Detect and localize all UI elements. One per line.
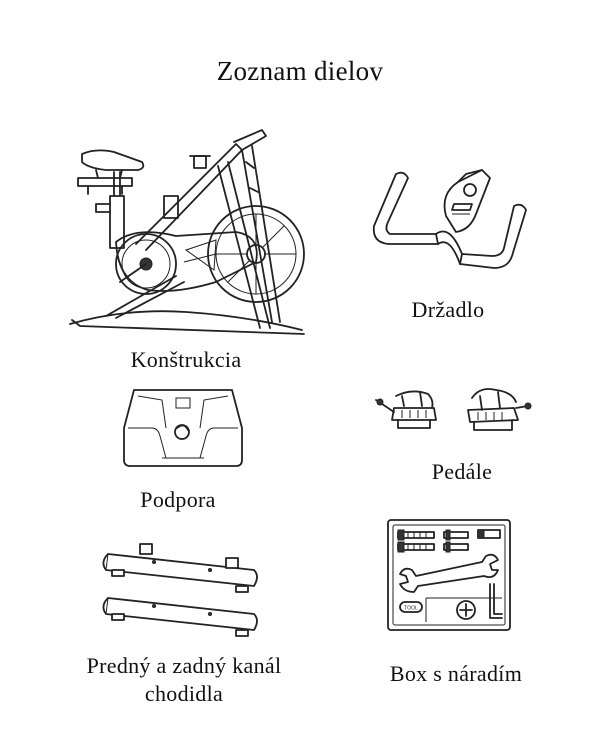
toolbox-sticker-text: TOOL	[404, 605, 418, 612]
frame-label: Konštrukcia	[130, 347, 242, 372]
handlebar-illustration	[366, 164, 542, 272]
pedals-illustration	[372, 386, 532, 438]
handlebar-label: Držadlo	[411, 297, 485, 322]
toolbox-illustration	[386, 518, 512, 632]
pedals-label: Pedále	[431, 459, 493, 484]
bike-frame-illustration	[66, 122, 316, 334]
foot-rails-label	[64, 652, 304, 708]
foot-rails-label-line2: chodidla	[144, 681, 224, 706]
page-title: Zoznam dielov	[216, 56, 384, 86]
toolbox-label: Box s náradím	[389, 661, 523, 686]
foot-rails-illustration	[100, 540, 262, 640]
foot-rails-label-line1: Predný a zadný kanál	[86, 653, 282, 678]
stabilizer-illustration	[122, 388, 244, 468]
stabilizer-label: Podpora	[140, 487, 216, 512]
